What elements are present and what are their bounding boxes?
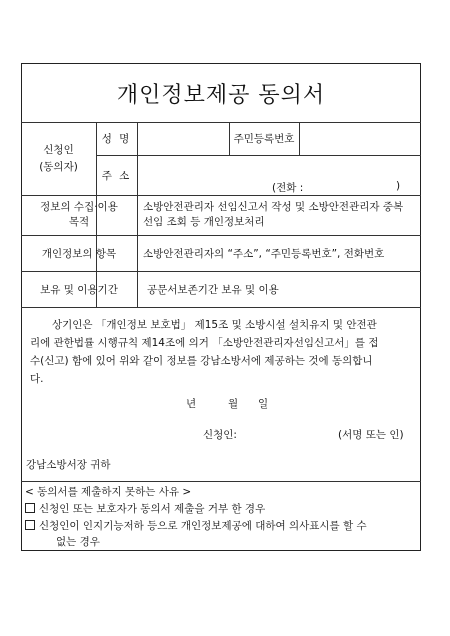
phone-close: ) xyxy=(396,180,401,192)
purpose-label xyxy=(21,195,137,235)
purpose-label-line: 정보의 수집·이용 xyxy=(40,201,118,213)
applicant-label: 신청인 (동의자) xyxy=(39,143,78,173)
date-month-label: 월 xyxy=(228,398,239,410)
reason-item xyxy=(25,518,367,535)
id-number-label: 주민등록번호 xyxy=(233,133,295,145)
signature-label: 신청인: xyxy=(203,429,237,441)
date-day-label: 일 xyxy=(258,398,269,410)
date-year-label: 년 xyxy=(186,398,197,410)
reason-text: 신청인 또는 보호자가 동의서 제출을 거부 한 경우 xyxy=(39,503,266,515)
checkbox-icon[interactable] xyxy=(25,503,35,513)
page-title: 개인정보제공 동의서 xyxy=(116,82,326,108)
consent-line: 수(신고) 함에 있어 위와 같이 정보를 강남소방서에 제공하는 것에 동의합니 xyxy=(30,355,373,367)
reason-item-continued: 없는 경우 xyxy=(56,536,100,548)
purpose-text xyxy=(143,195,417,235)
divider xyxy=(21,307,421,308)
name-label: 성 명 xyxy=(101,133,132,145)
items-label: 개인정보의 항목 xyxy=(41,247,117,260)
address-label: 주 소 xyxy=(101,169,132,182)
retention-label: 보유 및 이용기간 xyxy=(40,283,118,296)
consent-line: 다. xyxy=(30,373,44,385)
items-text: 소방안전관리자의 “주소”, “주민등록번호”, 전화번호 xyxy=(143,247,385,260)
recipient: 강남소방서장 귀하 xyxy=(26,459,111,471)
phone-field[interactable] xyxy=(312,180,392,193)
reasons-box xyxy=(21,481,421,551)
purpose-text-line: 선임 조회 등 개인정보처리 xyxy=(143,216,265,228)
reasons-heading: < 동의서를 제출하지 못하는 사유 > xyxy=(25,486,192,498)
id-number-field[interactable] xyxy=(299,122,421,155)
divider xyxy=(137,195,138,307)
retention-text: 공문서보존기간 보유 및 이용 xyxy=(147,283,279,296)
purpose-text-line: 소방안전관리자 선임신고서 작성 및 소방안전관리자 중복 xyxy=(143,201,404,213)
purpose-label-line: 목적 xyxy=(68,216,90,228)
signature-field[interactable] xyxy=(240,425,330,440)
signature-sign-hint: (서명 또는 인) xyxy=(338,429,404,441)
consent-line: 상기인은 「개인정보 보호법」 제15조 및 소방시설 설치유지 및 안전관 xyxy=(52,319,377,331)
consent-line: 리에 관한법률 시행규칙 제14조에 의거 「소방안전관리자선임신고서」를 접 xyxy=(30,337,379,349)
phone-label: (전화 : xyxy=(272,182,304,194)
checkbox-icon[interactable] xyxy=(25,520,35,530)
name-field[interactable] xyxy=(137,122,229,155)
reason-item xyxy=(25,501,265,518)
reason-text: 신청인이 인지기능저하 등으로 개인정보제공에 대하여 의사표시를 할 수 xyxy=(39,520,367,532)
consent-paragraph xyxy=(30,316,414,388)
